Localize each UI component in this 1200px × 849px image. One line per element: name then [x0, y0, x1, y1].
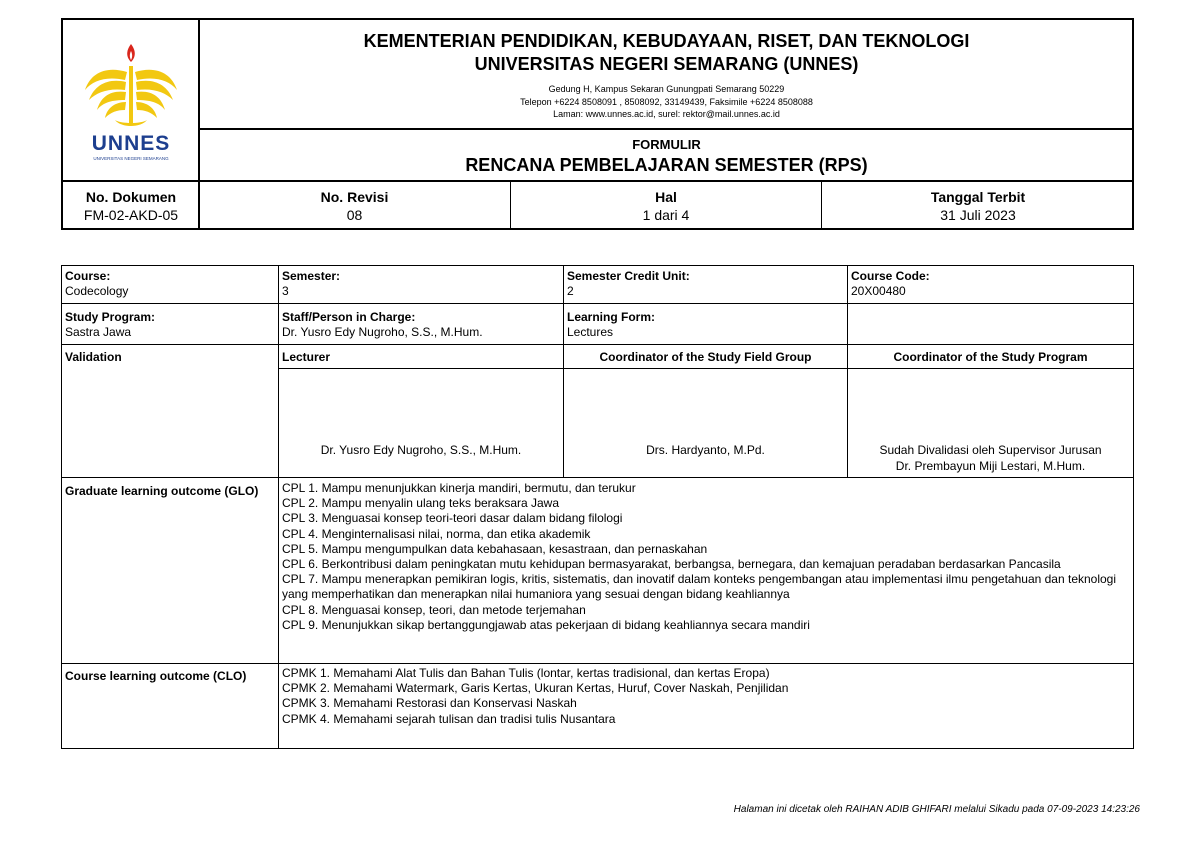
list-item: CPL 7. Mampu menerapkan pemikiran logis, kritis, sistematis, dan inovatif dalam konteks pengembangan atau implementasi ilmu pengetahuan dan teknologi yang memperhatikan dan menerapkan nilai humaniora yang sesuai dengan bidang keahliannya — [282, 572, 1117, 602]
course-code-value: 20X00480 — [851, 284, 906, 298]
unnes-logo — [63, 20, 199, 181]
print-footer: Halaman ini dicetak oleh RAIHAN ADIB GHIFARI melalui Sikadu pada 07-09-2023 14:23:26 — [733, 804, 1140, 815]
lecturer-header: Lecturer — [282, 350, 331, 364]
meta-label: No. Revisi — [320, 189, 389, 205]
staff-value: Dr. Yusro Edy Nugroho, S.S., M.Hum. — [282, 325, 483, 339]
course-code-cell — [848, 266, 1133, 302]
course-cell — [62, 266, 278, 302]
glo-list — [282, 481, 1130, 633]
list-item: CPL 6. Berkontribusi dalam peningkatan mutu kehidupan bermasyarakat, berbangsa, bernegara, dan kemajuan peradaban berdasarkan Pancasila — [282, 557, 1061, 572]
credit-value: 2 — [567, 284, 574, 298]
meta-page — [511, 181, 821, 230]
credit-label: Semester Credit Unit: — [567, 269, 690, 283]
header-divider — [199, 128, 1134, 130]
logo-wordmark: UNNES — [91, 132, 171, 155]
list-item: CPMK 1. Memahami Alat Tulis dan Bahan Tulis (lontar, kertas tradisional, dan kertas Eropa) — [282, 666, 770, 680]
meta-value: FM-02-AKD-05 — [83, 207, 179, 223]
course-value: Codecology — [65, 284, 129, 298]
staff-cell — [279, 307, 563, 343]
table-row-divider — [62, 663, 1133, 664]
university-address: Gedung H, Kampus Sekaran Gunungpati Semarang 50229 — [548, 84, 785, 94]
staff-label: Staff/Person in Charge: — [282, 310, 416, 324]
list-item: CPL 8. Menguasai konsep, teori, dan metode terjemahan — [282, 602, 586, 617]
coordinator-program-name: Dr. Prembayun Miji Lestari, M.Hum. — [895, 459, 1086, 473]
coordinator-field-name: Drs. Hardyanto, M.Pd. — [646, 443, 765, 457]
semester-value: 3 — [282, 284, 289, 298]
university-web: Laman: www.unnes.ac.id, surel: rektor@mail.unnes.ac.id — [553, 109, 780, 119]
course-code-label: Course Code: — [851, 269, 930, 283]
semester-cell — [279, 266, 563, 302]
list-item: CPL 3. Menguasai konsep teori-teori dasar dalam bidang filologi — [282, 511, 623, 526]
list-item: CPMK 2. Memahami Watermark, Garis Kertas, Ukuran Kertas, Huruf, Cover Naskah, Penjilidan — [282, 681, 789, 696]
table-row-divider — [62, 303, 1133, 304]
list-item: CPL 9. Menunjukkan sikap bertanggungjawab atas pekerjaan di bidang keahliannya secara mandiri — [282, 617, 810, 632]
meta-label: Hal — [655, 189, 677, 205]
meta-document-number — [63, 181, 199, 230]
table-row-divider — [62, 477, 1133, 478]
clo-label: Course learning outcome (CLO) — [65, 669, 247, 683]
logo-subtext: UNIVERSITAS NEGERI SEMARANG — [93, 156, 169, 161]
learning-form-cell — [564, 307, 847, 343]
table-row-divider — [62, 344, 1133, 345]
semester-label: Semester: — [282, 269, 341, 283]
document-header — [61, 18, 1134, 230]
meta-value: 31 Juli 2023 — [940, 207, 1016, 223]
list-item: CPL 1. Mampu menunjukkan kinerja mandiri, bermutu, dan terukur — [282, 481, 636, 495]
form-label: FORMULIR — [632, 137, 701, 152]
course-label: Course: — [65, 269, 111, 283]
glo-label: Graduate learning outcome (GLO) — [65, 484, 259, 498]
coordinator-field-header: Coordinator of the Study Field Group — [599, 350, 812, 364]
meta-value: 1 dari 4 — [642, 207, 690, 223]
university-phone: Telepon +6224 8508091 , 8508092, 33149439, Faksimile +6224 8508088 — [520, 97, 813, 107]
learning-form-value: Lectures — [567, 325, 614, 339]
clo-list — [282, 666, 1130, 727]
meta-revision — [199, 181, 510, 230]
coordinator-program-note: Sudah Divalidasi oleh Supervisor Jurusan — [879, 443, 1102, 457]
list-item: CPMK 3. Memahami Restorasi dan Konservasi Naskah — [282, 696, 577, 711]
form-title: RENCANA PEMBELAJARAN SEMESTER (RPS) — [465, 155, 868, 175]
credit-cell — [564, 266, 847, 302]
meta-value: 08 — [346, 207, 363, 223]
meta-label: Tanggal Terbit — [930, 189, 1026, 205]
meta-issue-date — [822, 181, 1134, 230]
university-title: UNIVERSITAS NEGERI SEMARANG (UNNES) — [474, 54, 859, 74]
course-table — [61, 265, 1134, 749]
learning-form-label: Learning Form: — [567, 310, 656, 324]
list-item: CPMK 4. Memahami sejarah tulisan dan tradisi tulis Nusantara — [282, 711, 616, 726]
meta-label: No. Dokumen — [85, 189, 177, 205]
study-program-value: Sastra Jawa — [65, 325, 132, 339]
study-program-cell — [62, 307, 278, 343]
coordinator-program-header: Coordinator of the Study Program — [893, 350, 1088, 364]
list-item: CPL 5. Mampu mengumpulkan data kebahasaan, kesastraan, dan pernaskahan — [282, 541, 708, 556]
ministry-title: KEMENTERIAN PENDIDIKAN, KEBUDAYAAN, RISET, DAN TEKNOLOGI — [363, 31, 970, 51]
study-program-label: Study Program: — [65, 310, 156, 324]
list-item: CPL 4. Menginternalisasi nilai, norma, dan etika akademik — [282, 526, 591, 541]
table-row-divider — [278, 368, 1133, 369]
validation-label: Validation — [65, 350, 122, 364]
lecturer-name: Dr. Yusro Edy Nugroho, S.S., M.Hum. — [320, 443, 522, 457]
list-item: CPL 2. Mampu menyalin ulang teks beraksara Jawa — [282, 496, 560, 511]
